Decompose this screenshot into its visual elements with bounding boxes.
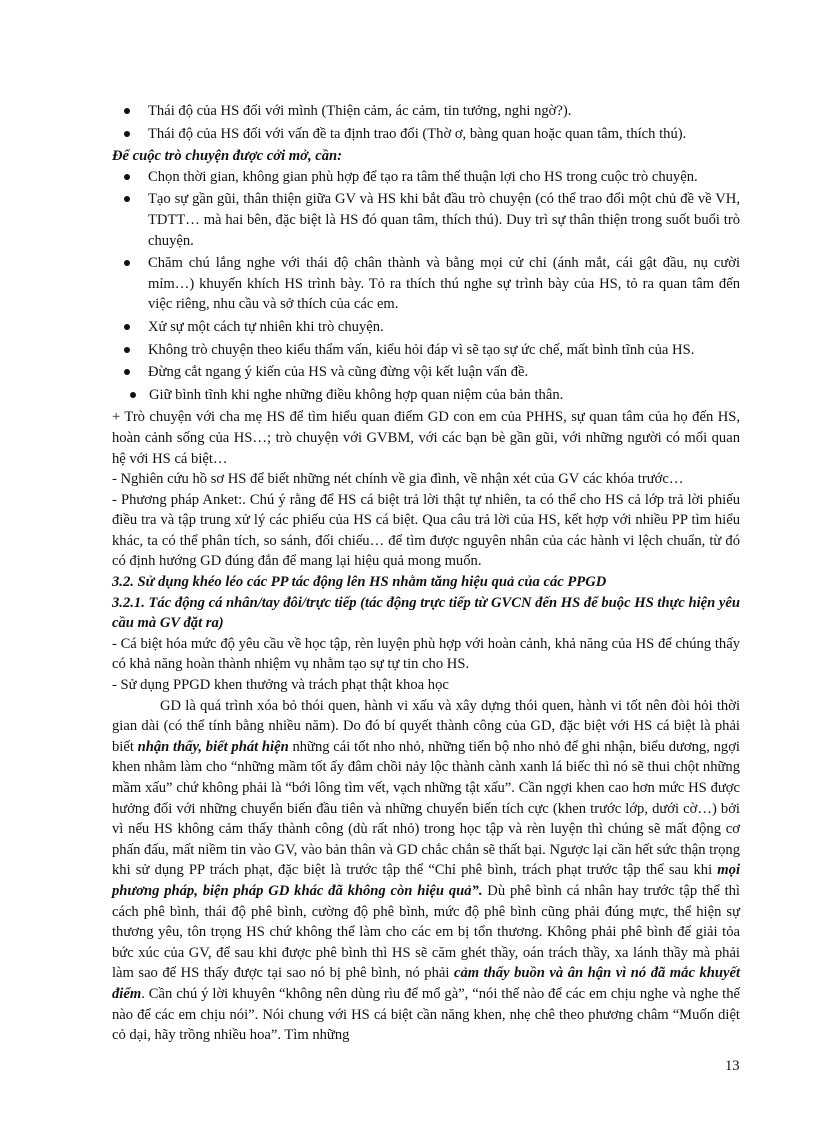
body-emphasis: mọi phương pháp, biện pháp GD khác đã không còn hiệu quả”. — [112, 862, 740, 899]
body-emphasis: cảm thấy buồn và ân hận vì nó đã mắc khuyết điểm — [112, 965, 740, 1002]
list-item — [112, 189, 740, 251]
bullet-list-attitudes — [112, 101, 740, 144]
bullet-icon — [124, 260, 130, 266]
bullet-icon — [124, 369, 130, 375]
list-item-text: Đừng cắt ngang ý kiến của HS và cũng đừng vội kết luận vấn đề. — [148, 364, 529, 381]
bullet-icon — [124, 347, 130, 353]
list-item — [112, 362, 740, 383]
list-item-text: Giữ bình tĩnh khi nghe những điều không hợp quan niệm của bản thân. — [149, 386, 564, 403]
bullet-icon — [124, 196, 130, 202]
section-heading-3-2-1: 3.2.1. Tác động cá nhân/tay đôi/trực tiếp (tác động trực tiếp từ GVCN đến HS để buộc HS thực hiện yêu cầu mà GV đặt ra) — [112, 594, 740, 632]
list-item-text: Không trò chuyện theo kiểu thẩm vấn, kiểu hỏi đáp vì sẽ tạo sự ức chế, mất bình tĩnh của HS. — [148, 341, 695, 358]
list-item — [112, 253, 740, 315]
paragraph-records: - Nghiên cứu hồ sơ HS để biết những nét chính về gia đình, về nhận xét của GV các khóa trước… — [112, 471, 684, 488]
list-item-text: Chăm chú lắng nghe với thái độ chân thành và bằng mọi cử chỉ (ánh mắt, cái gật đầu, nụ cười mỉm…) khuyến khích HS trình bày. Tỏ ra thích thú nghe sự trình bày của HS, tỏ ra quan tâm đến việc riêng, nhu cầu và sở thích của các em. — [148, 255, 740, 313]
intro-line: Để cuộc trò chuyện được cởi mở, cần: — [112, 148, 343, 165]
paragraph-reward-punish: - Sử dụng PPGD khen thưởng và trách phạt thật khoa học — [112, 677, 449, 694]
bullet-icon — [130, 392, 136, 398]
body-text: Dù phê bình cá nhân hay trước tập thể thì cách phê bình, thái độ phê bình, cường độ phê bình, mức độ phê bình cũng phải đúng mực, thể hiện sự thương yêu, tôn trọng HS chứ không thể làm cho các em bị tổn thương. Không phải phê bình để giải tỏa bức xúc của GV, để sau khi được phê bình thì HS sẽ căm ghét thầy, oán trách thầy, xa lánh thầy mà phải làm sao để HS thấy được tại sao nó bị phê bình, nó phải — [112, 882, 740, 982]
body-emphasis: nhận thấy, biết phát hiện — [137, 738, 289, 755]
bullet-icon — [124, 174, 130, 180]
list-item-text: Chọn thời gian, không gian phù hợp để tạo ra tâm thế thuận lợi cho HS trong cuộc trò chuyện. — [148, 168, 698, 185]
body-text: những cái tốt nho nhỏ, những tiến bộ nho nhỏ để ghi nhận, biểu dương, ngợi khen nhằm làm cho “những mầm tốt ấy đâm chồi nảy lộc thành cành xanh lá biếc thì nó sẽ thui chột những mầm xấu” chứ không phải là “bới lông tìm vết, vạch những tật xấu”. Cần ngợi khen cao hơn mức HS được hưởng đối với những chuyển biến đầu tiên và những chuyển biến tích cực (khen trước lớp, dưới cờ…) bởi vì nếu HS không cảm thấy thành công (dù rất nhỏ) trong học tập và rèn luyện thì chúng sẽ mất động cơ phấn đấu, mất niềm tin vào GV, vào bản thân và GD chắc chắn sẽ thất bại. Ngược lại cần hết sức thận trọng khi sử dụng PP trách phạt, đặc biệt là trước tập thể “Chỉ phê bình, trách phạt trước tập thể sau khi — [112, 738, 740, 879]
paragraph-body — [112, 696, 740, 1046]
list-item — [112, 340, 740, 361]
bullet-icon — [124, 324, 130, 330]
page-number: 13 — [725, 1058, 740, 1074]
bullet-icon — [124, 108, 130, 114]
document-page — [112, 101, 740, 1046]
list-item — [112, 317, 740, 338]
list-item — [112, 167, 740, 188]
list-item — [112, 385, 740, 406]
body-text: . Cần chú ý lời khuyên “không nên dùng rìu để mổ gà”, “nói thế nào để các em chịu nghe và nghe thế nào để các em chịu nói”. Nói chung với HS cá biệt cần năng khen, nhẹ chê theo phương châm “Muốn diệt cỏ dại, hãy trồng nhiều hoa”. Tìm những — [112, 985, 740, 1044]
paragraph-anket: - Phương pháp Anket:. Chú ý rằng để HS cá biệt trả lời thật tự nhiên, ta có thể cho HS cả lớp trả lời phiếu điều tra và tập trung xử lý các phiếu của HS cá biệt. Qua câu trả lời của HS, kết hợp với nhiều PP tìm hiểu khác, ta có thể phân tích, so sánh, đối chiếu… để tìm được nguyên nhân của các hành vi lệch chuẩn, từ đó có định hướng GD đúng đắn để mang lại hiệu quả mong muốn. — [112, 491, 740, 570]
list-item-text: Tạo sự gần gũi, thân thiện giữa GV và HS khi bắt đầu trò chuyện (có thể trao đổi một chủ đề về VH, TDTT… mà hai bên, đặc biệt là HS đó quan tâm, thích thú). Duy trì sự thân thiện trong suốt buổi trò chuyện. — [148, 191, 740, 249]
bullet-list-conversation-tips — [112, 167, 740, 406]
list-item-text: Thái độ của HS đối với vấn đề ta định trao đổi (Thờ ơ, bàng quan hoặc quan tâm, thích thú). — [148, 125, 687, 142]
list-item — [112, 124, 740, 145]
section-heading-3-2: 3.2. Sử dụng khéo léo các PP tác động lên HS nhằm tăng hiệu quả của các PPGD — [112, 574, 607, 591]
list-item-text: Thái độ của HS đối với mình (Thiện cảm, ác cảm, tin tưởng, nghi ngờ?). — [148, 103, 572, 119]
paragraph-individualize: - Cá biệt hóa mức độ yêu cầu về học tập, rèn luyện phù hợp với hoàn cảnh, khả năng của HS để chúng thấy có khả năng hoàn thành nhiệm vụ nhằm tạo sự tự tin cho HS. — [112, 635, 740, 673]
paragraph-parents: + Trò chuyện với cha mẹ HS để tìm hiểu quan điểm GD con em của PHHS, sự quan tâm của họ đến HS, hoàn cảnh sống của HS…; trò chuyện với GVBM, với các bạn bè gần gũi, với những người có mối quan hệ với HS cá biệt… — [112, 409, 740, 467]
bullet-icon — [124, 131, 130, 137]
body-text: GD là quá trình xóa bỏ thói quen, hành vi xấu và xây dựng thói quen, hành vi tốt nên đòi hỏi thời gian dài (có thể tính bằng nhiều năm). Do đó bí quyết thành công của GD, đặc biệt với HS cá biệt là phải biết — [112, 697, 740, 755]
list-item — [112, 101, 740, 122]
list-item-text: Xử sự một cách tự nhiên khi trò chuyện. — [148, 318, 384, 335]
